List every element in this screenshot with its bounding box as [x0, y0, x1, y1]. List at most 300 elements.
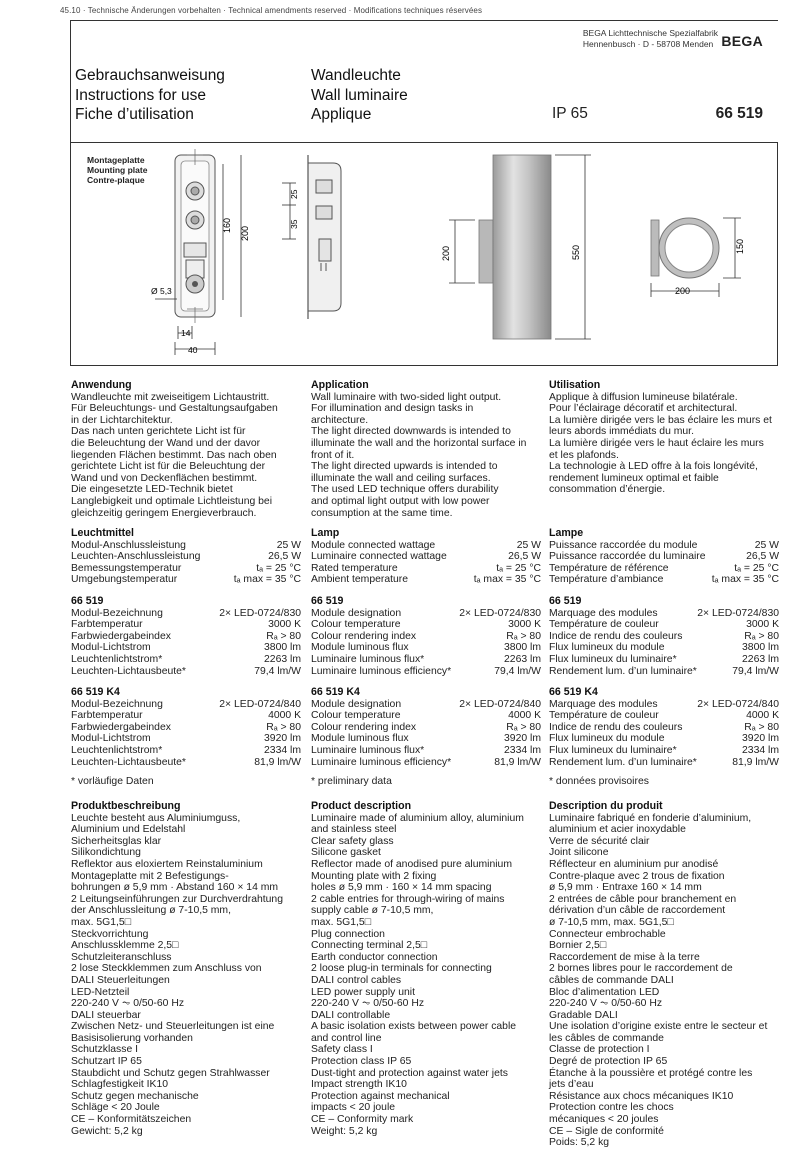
- spec-row: [71, 722, 301, 734]
- feature-line: Gradable DALI: [549, 1009, 618, 1021]
- spec-row: [549, 642, 779, 654]
- spec-row: [549, 540, 779, 552]
- spec-value: 2× LED-0724/840: [697, 698, 779, 710]
- spec-label: Leuchtenlichtstrom*: [71, 744, 163, 756]
- footnote-fr: * données provisoires: [549, 776, 649, 787]
- spec-value: 79,4 lm/W: [494, 665, 541, 677]
- drawing-svg: [71, 143, 777, 365]
- feature-line: 2 Leitungseinführungen zur Durchverdrahtung: [71, 893, 283, 905]
- text-line: consumption at the same time.: [311, 507, 453, 519]
- spec-label: Température d’ambiance: [549, 574, 664, 586]
- spec-label: Umgebungstemperatur: [71, 574, 178, 586]
- feature-line: 2 lose Steckklemmen zum Anschluss von: [71, 963, 262, 975]
- spec-label: Colour temperature: [311, 619, 401, 631]
- spec-row: [311, 710, 541, 722]
- spec-value: Rₐ > 80: [744, 721, 779, 733]
- spec-value: 3800 lm: [264, 642, 301, 654]
- spec-label: Indice de rendu des couleurs: [549, 721, 683, 733]
- spec-label: Rated temperature: [311, 562, 398, 574]
- spec-row: [71, 608, 301, 620]
- spec-value: 3000 K: [268, 619, 301, 631]
- spec-label: Température de couleur: [549, 619, 659, 631]
- spec-label: Modul-Lichtstrom: [71, 642, 151, 654]
- feature-line: and stainless steel: [311, 824, 397, 836]
- feature-line: 2 loose plug-in terminals for connecting: [311, 963, 492, 975]
- spec-value: 3920 lm: [504, 733, 541, 745]
- bega-logo: BEGA: [721, 33, 763, 49]
- feature-line: Schutzart IP 65: [71, 1056, 142, 1068]
- title-de: Gebrauchsanweisung: [75, 67, 225, 84]
- text-line: rendement lumineux optimal et faible: [549, 472, 719, 484]
- spec-row: [71, 745, 301, 757]
- spec-label: Leuchtenlichtstrom*: [71, 653, 163, 665]
- spec-row: [549, 710, 779, 722]
- spec-value: 3920 lm: [742, 733, 779, 745]
- section-variant2-en: 66 519 K4 Module designation 2× LED-0724/840 Colour temperature 4000 K Colour rendering index Rₐ > 80 Module luminous flux 3920 lm Luminaire luminous flux* 2334 lm Luminaire luminous efficiency* 81,9 lm/W: [311, 686, 541, 768]
- spec-value: 26,5 W: [746, 551, 779, 563]
- dim-40: 40: [188, 345, 198, 355]
- product-fr: Applique: [311, 106, 372, 123]
- feature-line: ø 5,9 mm · Entraxe 160 × 14 mm: [549, 882, 702, 894]
- feature-line: DALI Steuerleitungen: [71, 974, 170, 986]
- feature-line: Verre de sécurité clair: [549, 835, 650, 847]
- spec-label: Flux lumineux du luminaire*: [549, 653, 677, 665]
- text-line: die Beleuchtung der Wand und der davor: [71, 437, 261, 449]
- spec-value: 81,9 lm/W: [494, 756, 541, 768]
- feature-line: Réflecteur en aluminium pur anodisé: [549, 858, 719, 870]
- spec-label: Ambient temperature: [311, 574, 409, 586]
- section-application-en: Application Wall luminaire with two-sided light output. For illumination and design tasks in architecture. The light directed downwards is intended to illuminate the wall and the horizontal surface in front of it. The light directed upwards is intended to illuminate the wall and ceiling surfaces. The used LED technique offers durability and optimal light output with low power consumption at the same time.: [311, 380, 541, 519]
- section-description-en: Product description Luminaire made of aluminium alloy, aluminium and stainless steel Clear safety glass Silicone gasket Reflector made of anodised pure aluminium Mounting plate with 2 fixing holes ø 5,9 mm · 160 × 14 mm spacing 2 cable entries for through-wiring of mains supply cable ø 7-10,5 mm, max. 5G1,5□ Plug connection Connecting terminal 2,5□ Earth conductor connection 2 loose plug-in terminals for connecting DALI control cables LED power supply unit 220-240 V ⏦ 0/50-60 Hz DALI controllable A basic isolation exists between power cable and control line Safety class I Protection class IP 65 Dust-tight and protection against water jets Impact strength IK10 Protection against mechanical impacts < 20 joule CE – Conformity mark Weight: 5,2 kg: [311, 801, 541, 1137]
- text-line: Wandleuchte mit zweiseitigem Lichtaustritt.: [71, 391, 270, 403]
- spec-row: [71, 710, 301, 722]
- feature-line: Plug connection: [311, 928, 385, 940]
- spec-row: [71, 654, 301, 666]
- feature-line: 2 bornes libres pour le raccordement de: [549, 963, 733, 975]
- dim-150: 150: [735, 238, 745, 254]
- dim-25: 25: [289, 189, 299, 199]
- spec-value: tₐ = 25 °C: [496, 562, 541, 574]
- feature-line: Poids: 5,2 kg: [549, 1137, 610, 1149]
- spec-value: 2× LED-0724/830: [697, 607, 779, 619]
- spec-row: [71, 733, 301, 745]
- text-line: The light directed downwards is intended to: [311, 426, 511, 438]
- top-rule: [70, 20, 778, 21]
- feature-line: 2 entrées de câble pour branchement en: [549, 893, 737, 905]
- spec-value: 25 W: [516, 539, 541, 551]
- feature-line: 220-240 V ⏦ 0/50-60 Hz: [311, 998, 425, 1010]
- section-lamp-en: Lamp Module connected wattage 25 W Luminaire connected wattage 26,5 W Rated temperature tₐ = 25 °C Ambient temperature tₐ max = 35 °C: [311, 527, 541, 586]
- section-application-fr: Utilisation Applique à diffusion lumineuse bilatérale. Pour l’éclairage décoratif et architectural. La lumière dirigée vers le bas éclaire les murs et leurs abords immédiats du mur. La lumière dirigée vers le haut éclaire les murs et les plafonds. La technologie à LED offre à la fois longévité, rendement lumineux optimal et faible consommation d’énergie.: [549, 380, 779, 496]
- feature-line: Impact strength IK10: [311, 1079, 407, 1091]
- spec-label: Modul-Anschlussleistung: [71, 539, 186, 551]
- text-line: gerichtete Licht ist für die Beleuchtung der: [71, 461, 266, 473]
- feature-line: holes ø 5,9 mm · 160 × 14 mm spacing: [311, 882, 492, 894]
- feature-line: CE – Conformity mark: [311, 1114, 414, 1126]
- spec-value: 2263 lm: [264, 653, 301, 665]
- feature-line: Joint silicone: [549, 847, 609, 859]
- spec-label: Leuchten-Lichtausbeute*: [71, 756, 186, 768]
- feature-line: Zwischen Netz- und Steuerleitungen ist eine: [71, 1021, 275, 1033]
- spec-value: 4000 K: [746, 710, 779, 722]
- spec-label: Farbtemperatur: [71, 710, 143, 722]
- spec-label: Modul-Lichtstrom: [71, 733, 151, 745]
- text-line: and optimal light output with low power: [311, 495, 490, 507]
- part-number: 66 519: [715, 105, 763, 122]
- spec-value: 2× LED-0724/830: [219, 607, 301, 619]
- technical-note: 45.10 · Technische Änderungen vorbehalten · Technical amendments reserved · Modifications techniques réservées: [60, 6, 483, 15]
- spec-label: Puissance raccordée du luminaire: [549, 551, 706, 563]
- text-line: et les plafonds.: [549, 449, 619, 461]
- spec-row: [71, 563, 301, 575]
- spec-value: 2263 lm: [742, 653, 779, 665]
- spec-label: Marquage des modules: [549, 698, 658, 710]
- luminaire-elevation: [479, 155, 551, 339]
- product-names: [311, 66, 408, 125]
- text-line: Pour l’éclairage décoratif et architectural.: [549, 403, 738, 415]
- spec-value: Rₐ > 80: [506, 630, 541, 642]
- feature-line: Montageplatte mit 2 Befestigungs-: [71, 870, 229, 882]
- spec-label: Leuchten-Anschlussleistung: [71, 551, 201, 563]
- spec-label: Colour temperature: [311, 710, 401, 722]
- text-line: Für Beleuchtungs- und Gestaltungsaufgaben: [71, 403, 278, 415]
- spec-label: Colour rendering index: [311, 630, 417, 642]
- spec-label: Module designation: [311, 698, 402, 710]
- text-line: in der Lichtarchitektur.: [71, 414, 173, 426]
- feature-line: Bloc d’alimentation LED: [549, 986, 660, 998]
- text-line: front of it.: [311, 449, 355, 461]
- text-line: The light directed upwards is intended to: [311, 461, 498, 473]
- spec-value: 79,4 lm/W: [732, 665, 779, 677]
- spec-value: 2× LED-0724/830: [459, 607, 541, 619]
- text-line: La lumière dirigée vers le haut éclaire les murs: [549, 437, 764, 449]
- feature-line: Reflector made of anodised pure aluminium: [311, 858, 512, 870]
- feature-line: Reflektor aus eloxiertem Reinstaluminium: [71, 858, 263, 870]
- feature-line: dérivation d’un câble de raccordement: [549, 905, 726, 917]
- title-en: Instructions for use: [75, 86, 206, 104]
- spec-value: tₐ max = 35 °C: [233, 574, 301, 586]
- feature-line: 2 cable entries for through-wiring of mains: [311, 893, 505, 905]
- section-lamp-fr: Lampe Puissance raccordée du module 25 W Puissance raccordée du luminaire 26,5 W Température de référence tₐ = 25 °C Température d’ambiance tₐ max = 35 °C: [549, 527, 779, 586]
- dim-14: 14: [181, 328, 191, 338]
- spec-label: Module designation: [311, 607, 402, 619]
- spec-row: [549, 699, 779, 711]
- spec-value: 3800 lm: [742, 642, 779, 654]
- spec-row: [311, 631, 541, 643]
- spec-label: Module luminous flux: [311, 733, 409, 745]
- text-line: Das nach unten gerichtete Licht ist für: [71, 426, 246, 438]
- spec-row: [549, 745, 779, 757]
- spec-label: Luminaire luminous efficiency*: [311, 756, 452, 768]
- feature-line: Silicone gasket: [311, 847, 381, 859]
- spec-value: 2× LED-0724/840: [459, 698, 541, 710]
- feature-line: 220-240 V ⏦ 0/50-60 Hz: [71, 998, 185, 1010]
- feature-line: Résistance aux chocs mécaniques IK10: [549, 1090, 734, 1102]
- spec-label: Luminaire luminous efficiency*: [311, 665, 452, 677]
- spec-row: [71, 619, 301, 631]
- spec-value: 4000 K: [508, 710, 541, 722]
- company-location: Hennenbusch · D - 58708 Menden: [582, 39, 714, 49]
- spec-row: [71, 631, 301, 643]
- spec-label: Bemessungstemperatur: [71, 562, 182, 574]
- text-line: Die eingesetzte LED-Technik bietet: [71, 484, 233, 496]
- text-line: Wand und von Deckenflächen bestimmt.: [71, 472, 258, 484]
- spec-value: tₐ = 25 °C: [256, 562, 301, 574]
- spec-row: [71, 642, 301, 654]
- spec-value: 81,9 lm/W: [732, 756, 779, 768]
- spec-label: Flux lumineux du module: [549, 642, 665, 654]
- ip-rating: IP 65: [552, 105, 588, 122]
- feature-line: Protection against mechanical: [311, 1090, 450, 1102]
- mounting-plate-front: [175, 149, 215, 323]
- feature-line: Contre-plaque avec 2 trous de fixation: [549, 870, 725, 882]
- spec-row: [311, 563, 541, 575]
- spec-value: 26,5 W: [268, 551, 301, 563]
- spec-label: Flux lumineux du luminaire*: [549, 744, 677, 756]
- text-line: gleichzeitig geringem Energieverbrauch.: [71, 507, 257, 519]
- spec-label: Farbwiedergabeindex: [71, 630, 171, 642]
- spec-row: [311, 733, 541, 745]
- spec-value: 2× LED-0724/840: [219, 698, 301, 710]
- spec-row: [311, 722, 541, 734]
- feature-line: supply cable ø 7-10,5 mm,: [311, 905, 434, 917]
- spec-label: Puissance raccordée du module: [549, 539, 698, 551]
- feature-line: Schlagfestigkeit IK10: [71, 1079, 169, 1091]
- feature-line: Protection contre les chocs: [549, 1102, 674, 1114]
- section-variant1-en: 66 519 Module designation 2× LED-0724/830 Colour temperature 3000 K Colour rendering index Rₐ > 80 Module luminous flux 3800 lm Luminaire luminous flux* 2263 lm Luminaire luminous efficiency* 79,4 lm/W: [311, 595, 541, 677]
- feature-line: LED power supply unit: [311, 986, 415, 998]
- spec-row: [311, 654, 541, 666]
- spec-value: tₐ = 25 °C: [734, 562, 779, 574]
- spec-row: [311, 757, 541, 769]
- company-name: BEGA Lichttechnische Spezialfabrik: [582, 28, 718, 38]
- spec-value: Rₐ > 80: [506, 721, 541, 733]
- spec-row: [549, 619, 779, 631]
- feature-line: Dust-tight and protection against water jets: [311, 1067, 508, 1079]
- spec-value: tₐ max = 35 °C: [473, 574, 541, 586]
- feature-line: Basisisolierung vorhanden: [71, 1032, 193, 1044]
- spec-label: Température de couleur: [549, 710, 659, 722]
- feature-line: Schläge < 20 Joule: [71, 1102, 160, 1114]
- feature-line: CE – Sigle de conformité: [549, 1125, 664, 1137]
- spec-row: [71, 757, 301, 769]
- text-line: The used LED technique offers durability: [311, 484, 499, 496]
- spec-value: 25 W: [754, 539, 779, 551]
- spec-row: [311, 642, 541, 654]
- dim-550: 550: [571, 244, 581, 260]
- spec-row: [311, 608, 541, 620]
- text-line: La lumière dirigée vers le bas éclaire les murs et: [549, 414, 772, 426]
- spec-value: Rₐ > 80: [266, 630, 301, 642]
- feature-line: jets d’eau: [549, 1079, 594, 1091]
- text-line: liegenden Flächen bestimmt. Das nach oben: [71, 449, 277, 461]
- spec-row: [549, 722, 779, 734]
- spec-value: Rₐ > 80: [744, 630, 779, 642]
- technical-drawing: [70, 142, 778, 366]
- spec-value: tₐ max = 35 °C: [711, 574, 779, 586]
- spec-row: [549, 666, 779, 678]
- spec-value: 26,5 W: [508, 551, 541, 563]
- spec-label: Marquage des modules: [549, 607, 658, 619]
- feature-line: Protection class IP 65: [311, 1056, 412, 1068]
- spec-label: Farbtemperatur: [71, 619, 143, 631]
- spec-label: Module connected wattage: [311, 539, 436, 551]
- spec-label: Modul-Bezeichnung: [71, 607, 163, 619]
- spec-label: Rendement lum. d’un luminaire*: [549, 665, 697, 677]
- spec-row: [311, 619, 541, 631]
- spec-row: [549, 563, 779, 575]
- feature-line: Staubdicht und Schutz gegen Strahlwasser: [71, 1067, 270, 1079]
- spec-value: 3000 K: [746, 619, 779, 631]
- feature-line: Gewicht: 5,2 kg: [71, 1125, 143, 1137]
- feature-line: Schutzklasse I: [71, 1044, 138, 1056]
- spec-row: [311, 574, 541, 586]
- feature-line: les câbles de commande: [549, 1032, 664, 1044]
- feature-line: DALI control cables: [311, 974, 402, 986]
- feature-line: Classe de protection I: [549, 1044, 650, 1056]
- spec-value: 3920 lm: [264, 733, 301, 745]
- feature-line: Luminaire made of aluminium alloy, aluminium: [311, 812, 524, 824]
- spec-label: Flux lumineux du module: [549, 733, 665, 745]
- feature-line: Raccordement de mise à la terre: [549, 951, 700, 963]
- dim-hole: Ø 5,3: [151, 286, 172, 296]
- spec-row: [71, 699, 301, 711]
- spec-label: Colour rendering index: [311, 721, 417, 733]
- section-description-de: Produktbeschreibung Leuchte besteht aus Aluminiumguss, Aluminium und Edelstahl Sicherheitsglas klar Silikondichtung Reflektor aus eloxiertem Reinstaluminium Montageplatte mit 2 Befestigungs- bohrungen ø 5,9 mm · Abstand 160 × 14 mm 2 Leitungseinführungen zur Durchverdrahtung der Anschlussleitung ø 7-10,5 mm, max. 5G1,5□ Steckvorrichtung Anschlussklemme 2,5□ Schutzleiteranschluss 2 lose Steckklemmen zum Anschluss von DALI Steuerleitungen LED-Netzteil 220-240 V ⏦ 0/50-60 Hz DALI steuerbar Zwischen Netz- und Steuerleitungen ist eine Basisisolierung vorhanden Schutzklasse I Schutzart IP 65 Staubdicht und Schutz gegen Strahlwasser Schlagfestigkeit IK10 Schutz gegen mechanische Schläge < 20 Joule CE – Konformitätszeichen Gewicht: 5,2 kg: [71, 801, 301, 1137]
- feature-line: Earth conductor connection: [311, 951, 438, 963]
- feature-line: A basic isolation exists between power cable: [311, 1021, 517, 1033]
- section-variant2-fr: 66 519 K4 Marquage des modules 2× LED-0724/840 Température de couleur 4000 K Indice de rendu des couleurs Rₐ > 80 Flux lumineux du module 3920 lm Flux lumineux du luminaire* 2334 lm Rendement lum. d’un luminaire* 81,9 lm/W: [549, 686, 779, 768]
- spec-row: [71, 551, 301, 563]
- feature-line: Clear safety glass: [311, 835, 394, 847]
- feature-line: impacts < 20 joule: [311, 1102, 396, 1114]
- dim-35: 35: [289, 219, 299, 229]
- spec-row: [549, 733, 779, 745]
- dim-200-height: 200: [441, 245, 451, 261]
- feature-line: aluminium et acier inoxydable: [549, 824, 686, 836]
- spec-label: Température de référence: [549, 562, 669, 574]
- spec-row: [549, 631, 779, 643]
- feature-line: Luminaire fabriqué en fonderie d’aluminium,: [549, 812, 752, 824]
- spec-value: 3000 K: [508, 619, 541, 631]
- spec-value: 2334 lm: [504, 744, 541, 756]
- spec-label: Leuchten-Lichtausbeute*: [71, 665, 186, 677]
- spec-row: [549, 608, 779, 620]
- feature-line: max. 5G1,5□: [311, 916, 371, 928]
- feature-line: LED-Netzteil: [71, 986, 130, 998]
- feature-line: Aluminium und Edelstahl: [71, 824, 186, 836]
- feature-line: Weight: 5,2 kg: [311, 1125, 378, 1137]
- feature-line: Une isolation d’origine existe entre le secteur et: [549, 1021, 768, 1033]
- feature-line: Schutzleiteranschluss: [71, 951, 172, 963]
- feature-line: Anschlussklemme 2,5□: [71, 940, 179, 952]
- spec-row: [549, 574, 779, 586]
- feature-line: der Anschlussleitung ø 7-10,5 mm,: [71, 905, 231, 917]
- feature-line: bohrungen ø 5,9 mm · Abstand 160 × 14 mm: [71, 882, 279, 894]
- spec-row: [311, 699, 541, 711]
- spec-value: 3800 lm: [504, 642, 541, 654]
- feature-line: câbles de commande DALI: [549, 974, 674, 986]
- text-line: La technologie à LED offre à la fois longévité,: [549, 461, 758, 473]
- spec-value: 2263 lm: [504, 653, 541, 665]
- feature-line: DALI controllable: [311, 1009, 391, 1021]
- spec-value: 81,9 lm/W: [254, 756, 301, 768]
- luminaire-top-view: [651, 218, 719, 278]
- feature-line: DALI steuerbar: [71, 1009, 141, 1021]
- company-address: [583, 28, 718, 50]
- feature-line: Mounting plate with 2 fixing: [311, 870, 437, 882]
- spec-label: Luminaire luminous flux*: [311, 744, 425, 756]
- spec-value: 4000 K: [268, 710, 301, 722]
- spec-row: [311, 666, 541, 678]
- text-line: illuminate the wall and the horizontal surface in: [311, 437, 527, 449]
- feature-line: Steckvorrichtung: [71, 928, 149, 940]
- spec-row: [311, 745, 541, 757]
- spec-row: [311, 551, 541, 563]
- feature-line: Étanche à la poussière et protégé contre les: [549, 1067, 753, 1079]
- product-de: Wandleuchte: [311, 67, 401, 84]
- feature-line: CE – Konformitätszeichen: [71, 1114, 192, 1126]
- section-lamp-de: Leuchtmittel Modul-Anschlussleistung 25 W Leuchten-Anschlussleistung 26,5 W Bemessungstemperatur tₐ = 25 °C Umgebungstemperatur tₐ max = 35 °C: [71, 527, 301, 586]
- footnote-en: * preliminary data: [311, 776, 392, 787]
- spec-row: [311, 540, 541, 552]
- section-application-de: Anwendung Wandleuchte mit zweiseitigem Lichtaustritt. Für Beleuchtungs- und Gestaltungsaufgaben in der Lichtarchitektur. Das nach unten gerichtete Licht ist für die Beleuchtung der Wand und der davor liegenden Flächen bestimmt. Das nach oben gerichtete Licht ist für die Beleuchtung der Wand und von Deckenflächen bestimmt. Die eingesetzte LED-Technik bietet Langlebigkeit und optimale Lichtleistung bei gleichzeitig geringem Energieverbrauch.: [71, 380, 301, 519]
- feature-line: Schutz gegen mechanische: [71, 1090, 199, 1102]
- feature-line: max. 5G1,5□: [71, 916, 131, 928]
- side-view: [308, 155, 341, 319]
- text-line: Langlebigkeit und optimale Lichtleistung bei: [71, 495, 273, 507]
- dim-160: 160: [222, 217, 232, 233]
- feature-line: ø 7-10,5 mm, max. 5G1,5□: [549, 916, 674, 928]
- spec-label: Farbwiedergabeindex: [71, 721, 171, 733]
- spec-row: [549, 654, 779, 666]
- footnote-de: * vorläufige Daten: [71, 776, 154, 787]
- spec-value: 25 W: [276, 539, 301, 551]
- left-rule: [70, 20, 71, 142]
- spec-row: [549, 757, 779, 769]
- spec-value: 2334 lm: [742, 744, 779, 756]
- text-line: illuminate the wall and ceiling surfaces.: [311, 472, 491, 484]
- spec-label: Rendement lum. d’un luminaire*: [549, 756, 697, 768]
- text-line: consommation d’énergie.: [549, 484, 666, 496]
- feature-line: Bornier 2,5□: [549, 940, 607, 952]
- spec-label: Indice de rendu des couleurs: [549, 630, 683, 642]
- dim-200: 200: [240, 225, 250, 241]
- spec-row: [71, 540, 301, 552]
- dim-200-depth: 200: [675, 286, 691, 296]
- text-line: architecture.: [311, 414, 369, 426]
- text-line: Applique à diffusion lumineuse bilatérale.: [549, 391, 738, 403]
- feature-line: Safety class I: [311, 1044, 373, 1056]
- spec-label: Luminaire luminous flux*: [311, 653, 425, 665]
- section-variant2-de: 66 519 K4 Modul-Bezeichnung 2× LED-0724/840 Farbtemperatur 4000 K Farbwiedergabeindex Rₐ > 80 Modul-Lichtstrom 3920 lm Leuchtenlichtstrom* 2334 lm Leuchten-Lichtausbeute* 81,9 lm/W: [71, 686, 301, 768]
- product-en: Wall luminaire: [311, 86, 408, 104]
- feature-line: Sicherheitsglas klar: [71, 835, 162, 847]
- feature-line: and control line: [311, 1032, 382, 1044]
- spec-row: [71, 666, 301, 678]
- spec-label: Module luminous flux: [311, 642, 409, 654]
- document-titles: [75, 66, 225, 125]
- spec-row: [71, 574, 301, 586]
- feature-line: mécaniques < 20 joules: [549, 1114, 659, 1126]
- feature-line: Degré de protection IP 65: [549, 1056, 668, 1068]
- feature-line: Leuchte besteht aus Aluminiumguss,: [71, 812, 241, 824]
- feature-line: 220-240 V ⏦ 0/50-60 Hz: [549, 998, 663, 1010]
- spec-value: Rₐ > 80: [266, 721, 301, 733]
- feature-line: Connecteur embrochable: [549, 928, 666, 940]
- text-line: For illumination and design tasks in: [311, 403, 474, 415]
- feature-line: Connecting terminal 2,5□: [311, 940, 428, 952]
